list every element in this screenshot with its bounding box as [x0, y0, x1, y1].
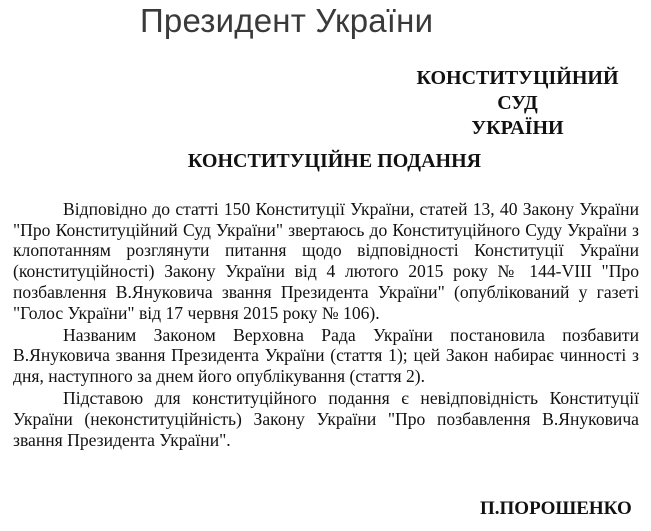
letterhead-sender: Президент України [140, 2, 434, 39]
body-paragraph-2: Названим Законом Верховна Рада України постановила позбавити В.Януковича звання Президента України (стаття 1); цей Закон набирає чинності з дня, наступного за днем його опублікування (стаття 2). [13, 324, 639, 387]
recipient-line-1: КОНСТИТУЦІЙНИЙ СУД [416, 67, 619, 114]
body-paragraph-1: Відповідно до статті 150 Конституції України, статей 13, 40 Закону України "Про Конституційний Суд України" звертаюсь до Конституційного Суду України з клопотанням розглянути питання щодо відповідності Конституції України (конституційності) Закону України від 4 лютого 2015 року № 144-VIII "Про позбавлення В.Януковича звання Президента України" (опублікований у газеті "Голос України" від 17 червня 2015 року № 106). [13, 199, 639, 323]
recipient-block [395, 66, 640, 141]
document-body [13, 199, 639, 452]
recipient-line-2: УКРАЇНИ [471, 117, 564, 139]
signature-name: П.ПОРОШЕНКО [480, 498, 632, 519]
document-title: КОНСТИТУЦІЙНЕ ПОДАННЯ [187, 150, 482, 172]
body-paragraph-3: Підставою для конституційного подання є невідповідність Конституції України (неконституційність) Закону України "Про позбавлення В.Януковича звання Президента України". [13, 388, 639, 450]
